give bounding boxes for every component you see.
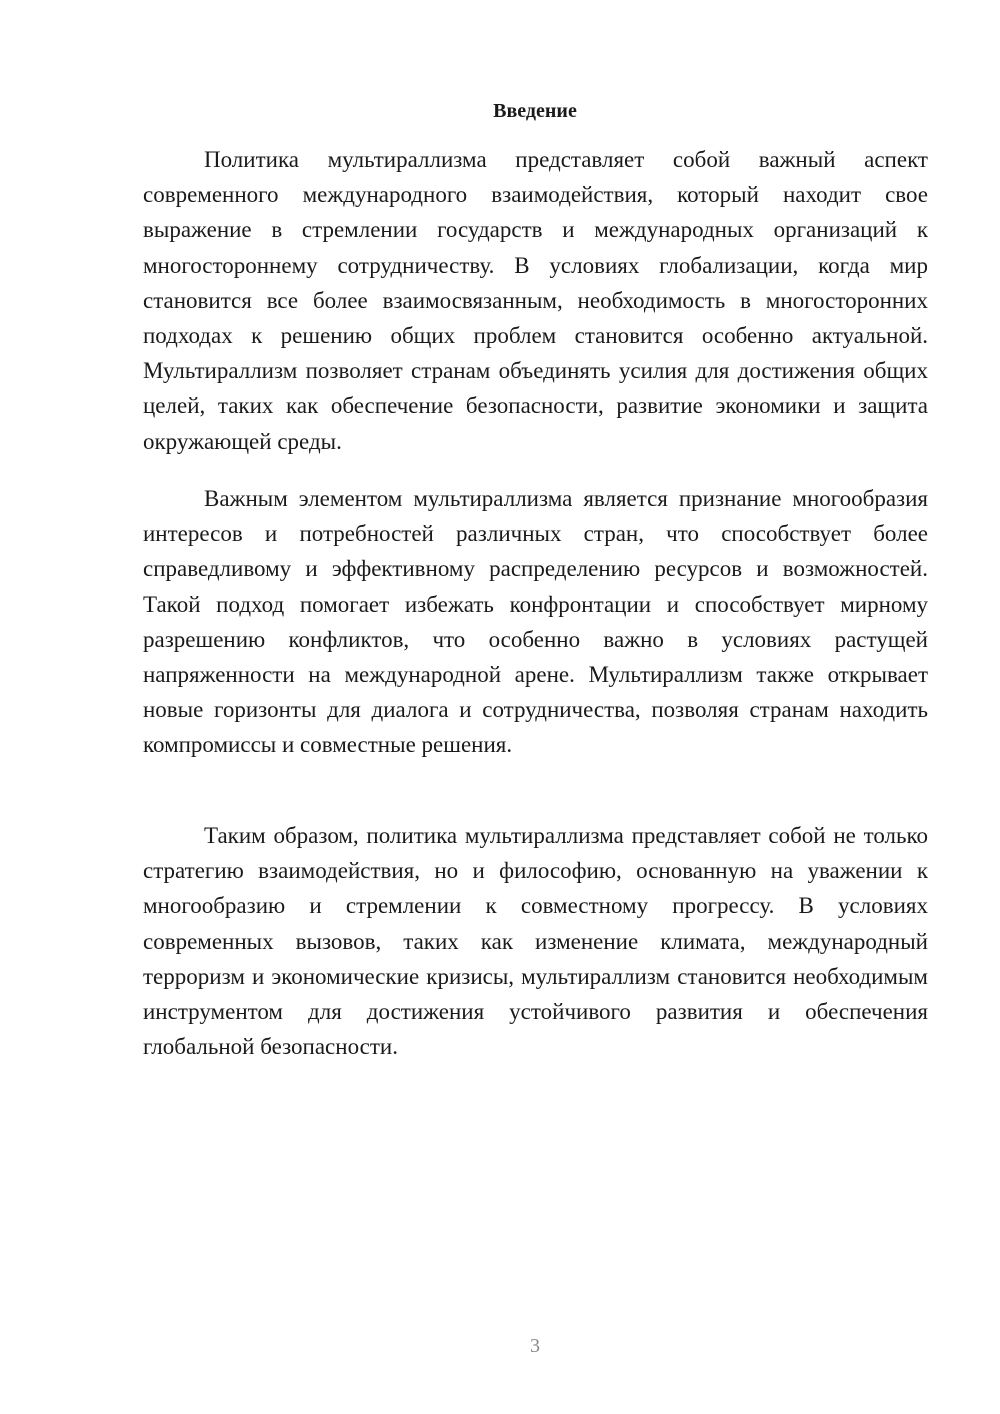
section-title: Введение [493,100,577,122]
paragraph-1: Политика мультираллизма представляет собой важный аспект современного международного взаимодействия, который находит свое выражение в стремлении государств и международных организаций к многостороннему сотрудничеству. В условиях глобализации, когда мир становится все более взаимосвязанным, необходимость в многосторонних подходах к решению общих проблем становится особенно актуальной. Мультираллизм позволяет странам объединять усилия для достижения общих целей, таких как обеспечение безопасности, развитие экономики и защита окружающей среды. [143,147,928,454]
paragraph-3: Таким образом, политика мультираллизма представляет собой не только стратегию взаимодействия, но и философию, основанную на уважении к многообразию и стремлении к совместному прогрессу. В условиях современных вызовов, таких как изменение климата, международный терроризм и экономические кризисы, мультираллизм становится необходимым инструментом для достижения устойчивого развития и обеспечения глобальной безопасности. [143,823,928,1060]
paragraph-2: Важным элементом мультираллизма является признание многообразия интересов и потребностей различных стран, что способствует более справедливому и эффективному распределению ресурсов и возможностей. Такой подход помогает избежать конфронтации и способствует мирному разрешению конфликтов, что особенно важно в условиях растущей напряженности на международной арене. Мультираллизм также открывает новые горизонты для диалога и сотрудничества, позволяя странам находить компромиссы и совместные решения. [143,486,928,758]
page-number: 3 [530,1335,540,1357]
